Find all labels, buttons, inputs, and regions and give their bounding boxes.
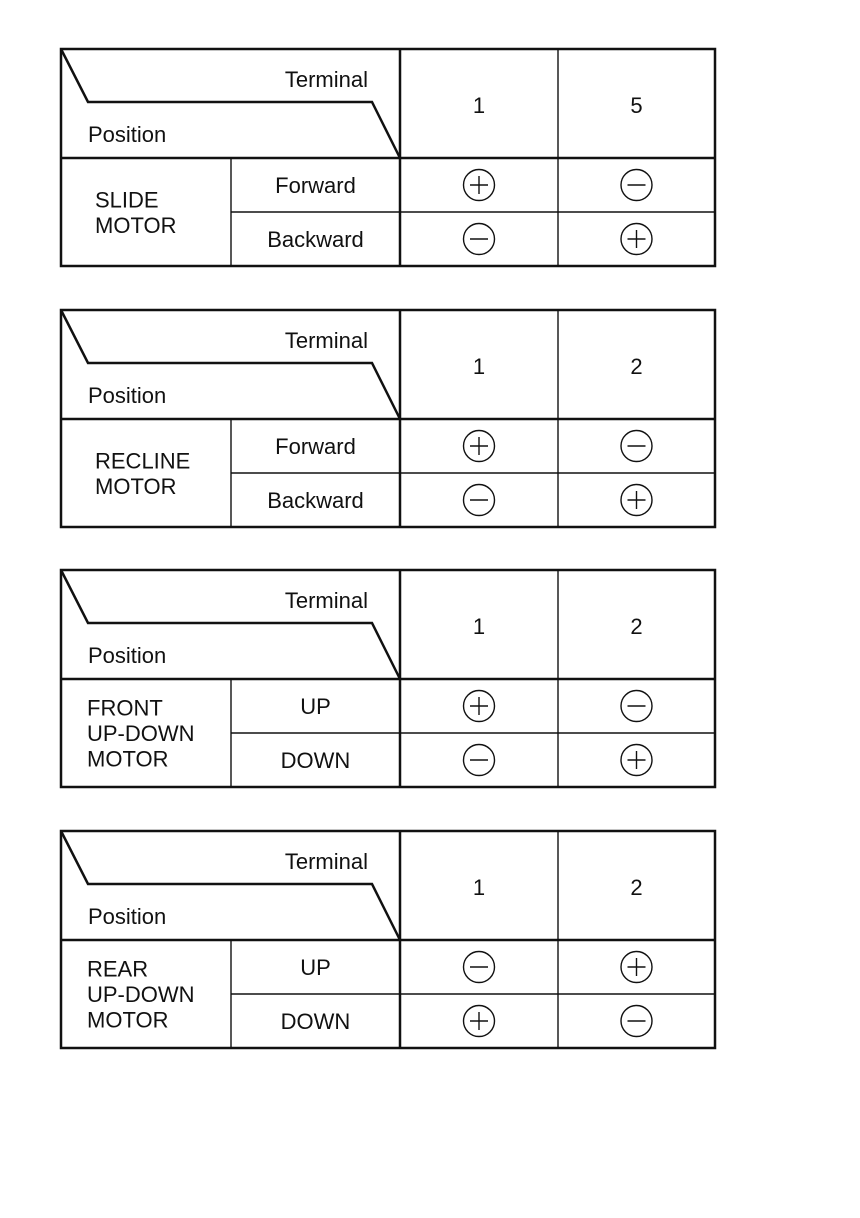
- terminal-number: 2: [630, 614, 643, 639]
- component-name: MOTOR: [95, 473, 177, 499]
- component-name: RECLINE: [95, 448, 191, 474]
- terminal-header-label: Terminal: [284, 849, 368, 874]
- terminal-header-label: Terminal: [284, 67, 368, 92]
- position-label: UP: [300, 955, 331, 980]
- terminal-number: 1: [472, 354, 486, 379]
- terminal-header-label: Terminal: [284, 588, 368, 613]
- plus-icon: [621, 952, 652, 983]
- component-name: UP-DOWN: [87, 982, 195, 1007]
- minus-icon: [464, 952, 495, 983]
- component-name: UP-DOWN: [87, 721, 195, 746]
- terminal-header-label: Terminal: [284, 328, 368, 353]
- terminal-number: 1: [472, 93, 486, 118]
- position-header-label: Position: [88, 643, 167, 668]
- position-label: DOWN: [280, 748, 351, 773]
- terminal-number: 2: [630, 875, 643, 900]
- position-label: UP: [300, 694, 331, 719]
- component-name: REAR: [87, 956, 149, 982]
- component-name: SLIDE: [95, 187, 159, 213]
- terminal-number: 1: [472, 875, 486, 900]
- position-label: Forward: [275, 173, 356, 198]
- position-header-label: Position: [88, 904, 167, 929]
- terminal-number: 2: [630, 354, 643, 379]
- position-label: Backward: [267, 488, 364, 513]
- terminal-number: 5: [630, 93, 643, 118]
- position-header-label: Position: [88, 122, 167, 147]
- component-name: FRONT: [87, 695, 163, 721]
- component-name: MOTOR: [87, 746, 169, 772]
- terminal-number: 1: [472, 614, 486, 639]
- position-label: Backward: [267, 227, 364, 252]
- component-name: MOTOR: [87, 1007, 169, 1033]
- position-header-label: Position: [88, 383, 167, 408]
- minus-icon: [621, 1006, 652, 1037]
- position-label: DOWN: [280, 1009, 351, 1034]
- component-name: MOTOR: [95, 212, 177, 238]
- plus-icon: [464, 1006, 495, 1037]
- position-label: Forward: [275, 434, 356, 459]
